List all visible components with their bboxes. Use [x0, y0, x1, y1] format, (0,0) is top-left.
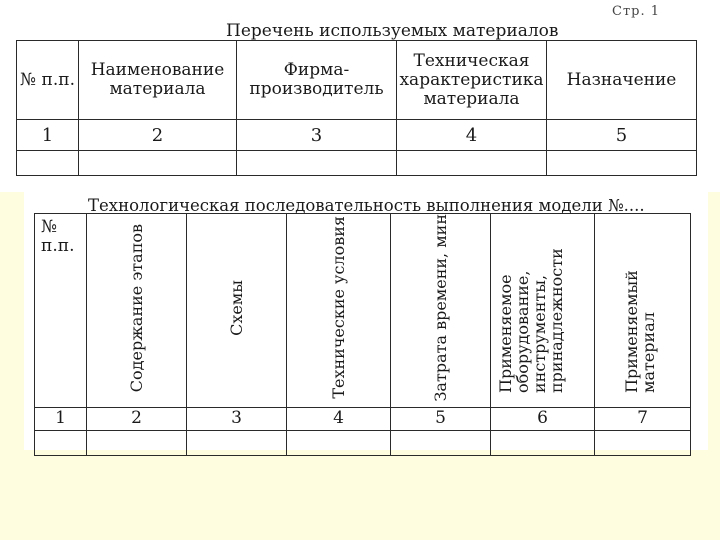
sequence-header-row: [35, 214, 691, 408]
sequence-table: [34, 213, 691, 456]
empty-cell: [187, 430, 287, 455]
materials-empty-row: [17, 151, 697, 176]
sequence-number-row: [35, 407, 691, 430]
column-number: 2: [87, 407, 187, 430]
header-cell: Техническая характеристика материала: [397, 41, 547, 120]
header-cell: № п.п.: [17, 41, 79, 120]
materials-number-row: [17, 120, 697, 151]
column-number: 7: [595, 407, 691, 430]
column-number: 4: [397, 120, 547, 151]
header-cell: [595, 214, 691, 408]
sequence-table-title: Технологическая последовательность выполнения модели №....: [88, 196, 645, 215]
empty-cell: [391, 430, 491, 455]
corner-mark: Стр. 1: [612, 4, 660, 19]
header-cell: Назначение: [547, 41, 697, 120]
header-cell: [391, 214, 491, 408]
header-cell: [491, 214, 595, 408]
empty-cell: [397, 151, 547, 176]
column-number: 1: [35, 407, 87, 430]
empty-cell: [491, 430, 595, 455]
header-cell: Фирма-производитель: [237, 41, 397, 120]
materials-table-title: Перечень используемых материалов: [226, 21, 559, 41]
empty-cell: [17, 151, 79, 176]
column-number: 1: [17, 120, 79, 151]
vertical-header-text: Применяемое оборудование, инструменты, принадлежности: [495, 248, 566, 393]
header-cell: Наименование материала: [79, 41, 237, 120]
header-cell: [287, 214, 391, 408]
empty-cell: [547, 151, 697, 176]
empty-cell: [287, 430, 391, 455]
header-cell: [187, 214, 287, 408]
vertical-header-text: Схемы: [227, 279, 246, 336]
empty-cell: [87, 430, 187, 455]
column-number: 6: [491, 407, 595, 430]
vertical-header-text: Содержание этапов: [127, 223, 146, 392]
empty-cell: [35, 430, 87, 455]
header-cell: [87, 214, 187, 408]
empty-cell: [237, 151, 397, 176]
column-number: 3: [237, 120, 397, 151]
sequence-empty-row: [35, 430, 691, 455]
column-number: 4: [287, 407, 391, 430]
vertical-header-text: Затрата времени, мин: [431, 214, 450, 402]
column-number: 5: [547, 120, 697, 151]
materials-header-row: [17, 41, 697, 120]
vertical-header-text: Применяемый материал: [621, 269, 658, 393]
header-cell: № п.п.: [35, 214, 87, 408]
empty-cell: [595, 430, 691, 455]
vertical-header-text: Технические условия: [329, 216, 348, 400]
column-number: 5: [391, 407, 491, 430]
materials-table: [16, 40, 697, 176]
column-number: 2: [79, 120, 237, 151]
empty-cell: [79, 151, 237, 176]
column-number: 3: [187, 407, 287, 430]
